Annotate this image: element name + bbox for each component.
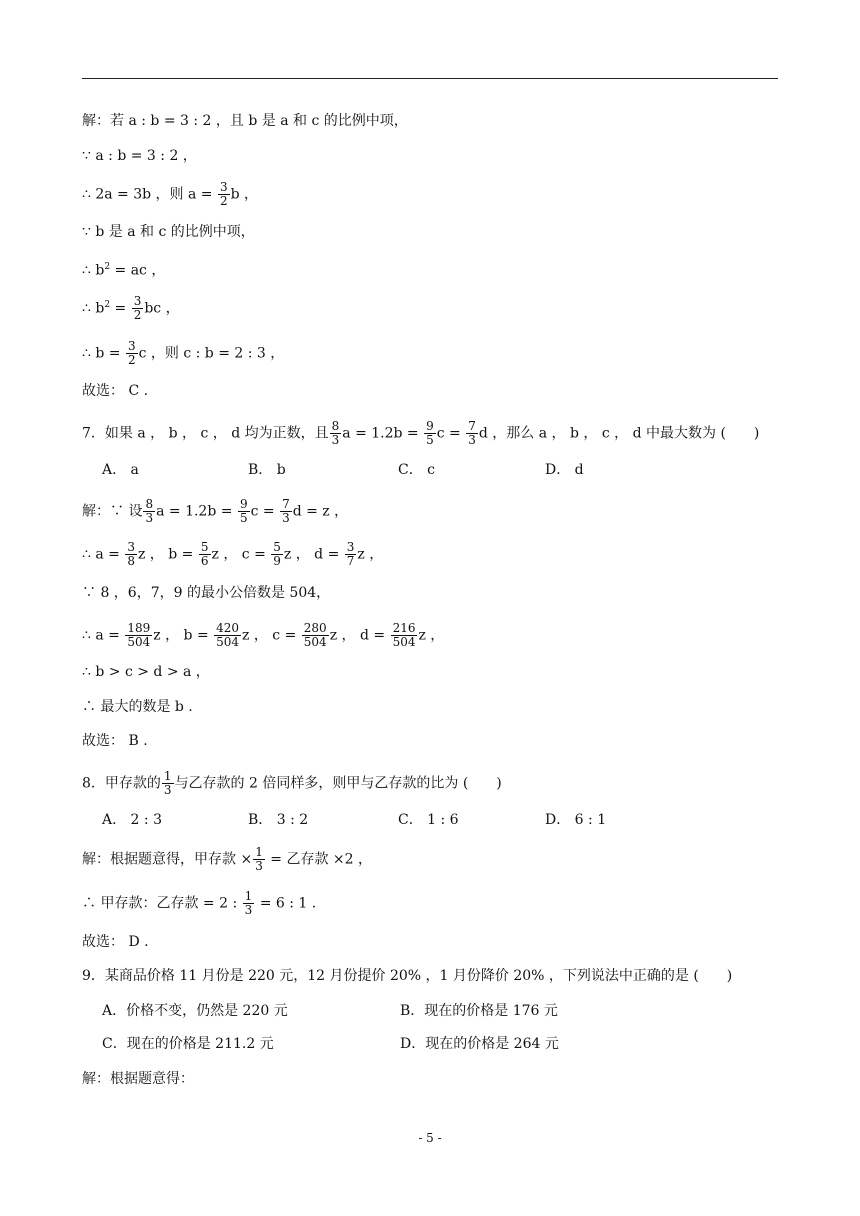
q7-option-d: D． d (545, 462, 584, 478)
q9-option-c: C．现在的价格是 211.2 元 (102, 1036, 274, 1052)
q7-solution-line-5: ∴ b > c > d > a ， (82, 664, 210, 680)
q7-solution-line-4: ∴ a = $\frac{189}{504}$ z ， b = $\frac{420}{504}$ z ， c = $\frac{280}{504}$ z ， d = $\frac{216}{504}$ z ， (82, 621, 445, 649)
fraction: $\frac{3}{7}$ (346, 540, 355, 568)
q7-solution-line-1: 解：∵ 设 $\frac{8}{3}$ a = 1.2b = $\frac{9}{5}$ c = $\frac{7}{3}$ d = z ， (82, 497, 349, 525)
q7-stem: 7．如果 a ， b ， c ， d 均为正数，且 $\frac{8}{3}$ a = 1.2b = $\frac{9}{5}$ c = $\frac{7}{3}$ d ，那么 a ， b ， c ， d 中最大数为 ( ) (82, 419, 760, 447)
fraction: $\frac{189}{504}$ (127, 621, 151, 649)
q9-option-a: A．价格不变，仍然是 220 元 (102, 1003, 288, 1019)
q7-solution-line-3: ∵ 8 ，6，7，9 的最小公倍数是 504， (82, 585, 331, 601)
q6-solution-line-4: ∵ b 是 a 和 c 的比例中项， (82, 224, 255, 240)
q9-solution-line-1: 解：根据题意得： (82, 1071, 194, 1087)
q8-option-c: C． 1 : 6 (398, 812, 459, 828)
page-number: - 5 - (418, 1131, 442, 1145)
fraction: $\frac{1}{3}$ (255, 845, 263, 873)
q6-solution-line-2: ∵ a : b = 3 : 2 ， (82, 148, 197, 164)
fraction: $\frac{7}{3}$ (468, 419, 476, 447)
fraction: $\frac{420}{504}$ (216, 621, 240, 649)
q6-solution-line-1: 解：若 a : b = 3 : 2 ，且 b 是 a 和 c 的比例中项， (82, 113, 408, 129)
fraction: $\frac{5}{9}$ (273, 540, 281, 568)
q8-option-b: B． 3 : 2 (248, 812, 309, 828)
q8-solution-line-1: 解：根据题意得，甲存款 × $\frac{1}{3}$ = 乙存款 ×2 ， (82, 845, 372, 873)
q9-option-d: D．现在的价格是 264 元 (400, 1036, 559, 1052)
fraction: $\frac{8}{3}$ (145, 497, 154, 525)
q8-solution-line-2: ∴ 甲存款：乙存款 = 2 : $\frac{1}{3}$ = 6 : 1 . (82, 889, 317, 917)
q7-option-a: A． a (102, 462, 139, 478)
fraction: $\frac{3}{2}$ (127, 339, 136, 367)
q6-solution-line-3: ∴ 2a = 3b ，则 a = $\frac{3}{2}$ b ， (82, 180, 259, 208)
fraction: $\frac{3}{8}$ (127, 540, 135, 568)
q9-option-b: B．现在的价格是 176 元 (400, 1003, 558, 1019)
fraction: $\frac{5}{6}$ (200, 540, 209, 568)
fraction: $\frac{9}{5}$ (239, 497, 248, 525)
fraction: $\frac{1}{3}$ (244, 889, 253, 917)
q6-solution-line-7: ∴ b = $\frac{3}{2}$ c ，则 c : b = 2 : 3 ， (82, 339, 285, 367)
fraction: $\frac{216}{504}$ (392, 621, 416, 649)
q7-solution-line-6: ∴ 最大的数是 b . (82, 699, 193, 715)
fraction: $\frac{8}{3}$ (331, 419, 340, 447)
q7-answer: 故选： B . (82, 733, 148, 749)
header-rule (82, 78, 778, 79)
fraction: $\frac{280}{504}$ (303, 621, 327, 649)
fraction: $\frac{3}{2}$ (133, 294, 142, 323)
q7-option-b: B． b (248, 462, 286, 478)
q8-option-a: A． 2 : 3 (102, 812, 162, 828)
fraction: $\frac{1}{3}$ (163, 769, 172, 797)
fraction: $\frac{9}{5}$ (426, 419, 434, 447)
q6-solution-line-5: ∴ $b^2$ = ac ， (82, 262, 166, 279)
q8-stem: 8．甲存款的 $\frac{1}{3}$ 与乙存款的 2 倍同样多，则甲与乙存款的比为 ( ) (82, 769, 502, 797)
q8-answer: 故选： D . (82, 934, 149, 950)
q7-option-c: C． c (398, 462, 436, 478)
q6-solution-line-6: ∴ $b^2$ = $\frac{3}{2}$ bc ， (82, 294, 180, 323)
q9-stem: 9．某商品价格 11 月份是 220 元，12 月份提价 20% ，1 月份降价 20% ，下列说法中正确的是 ( ) (82, 968, 733, 984)
q8-option-d: D． 6 : 1 (545, 812, 607, 828)
q7-solution-line-2: ∴ a = $\frac{3}{8}$ z ， b = $\frac{5}{6}$ z ， c = $\frac{5}{9}$ z ， d = $\frac{3}{7}$ z ， (82, 540, 384, 568)
fraction: $\frac{7}{3}$ (282, 497, 290, 525)
fraction: $\frac{3}{2}$ (220, 180, 228, 208)
q6-answer: 故选： C . (82, 383, 149, 399)
